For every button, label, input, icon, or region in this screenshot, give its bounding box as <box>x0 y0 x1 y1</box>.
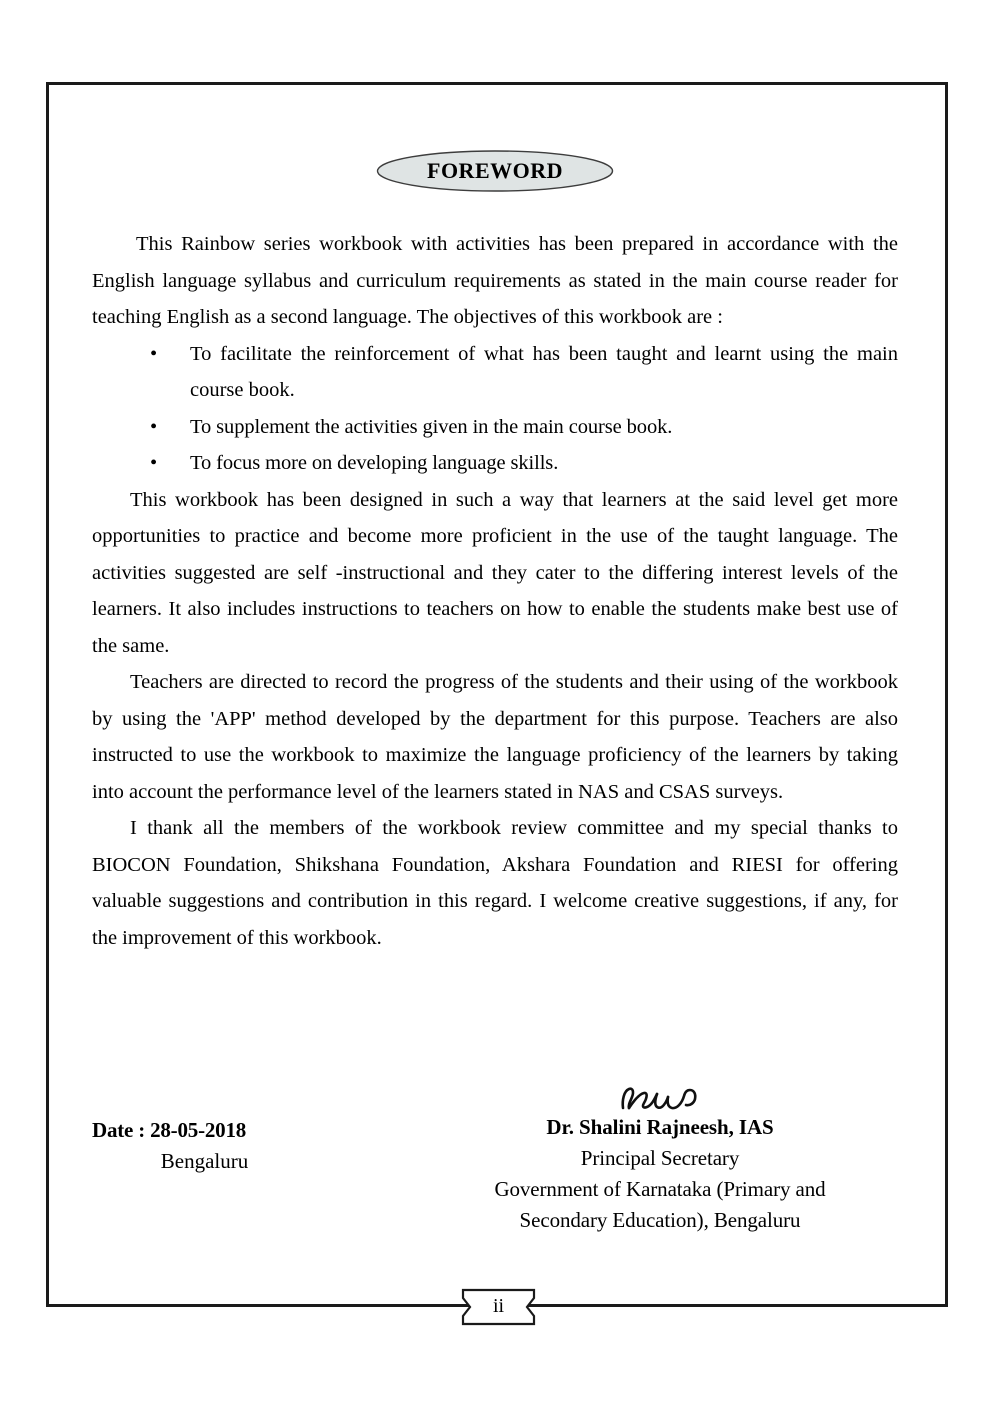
bullet-icon: • <box>150 415 158 438</box>
paragraph-design: This workbook has been designed in such a way that learners at the said level get more opportunities to practice and become more proficient in the use of the taught language. The activities suggested are self -instructional and they cater to the differing interest levels of the learners. It also includes instructions to teachers on how to enable the students make best use of the same. <box>92 488 898 657</box>
document-content <box>92 150 898 956</box>
list-item <box>92 445 898 482</box>
handwritten-signature-icon <box>422 1082 898 1112</box>
city-label: Bengaluru <box>160 1149 249 1173</box>
officer-designation: Principal Secretary <box>580 1146 740 1170</box>
officer-department-line-1: Government of Karnataka (Primary and <box>494 1177 826 1201</box>
page-title-container <box>92 150 898 192</box>
list-item-label: To focus more on developing language skills. <box>190 452 559 474</box>
bullet-icon: • <box>150 452 158 474</box>
title-ellipse-badge <box>376 150 614 192</box>
officer-name: Dr. Shalini Rajneesh, IAS <box>546 1115 774 1139</box>
paragraph-acknowledgements: I thank all the members of the workbook review committee and my special thanks to BIOCON Foundation, Shikshana Foundation, Akshara Foundation and RIESI for offering valuable suggestions and contribution in this regard. I welcome creative suggestions, if any, for the improvement of this workbook. <box>92 817 898 949</box>
list-item-label: To facilitate the reinforcement of what has been taught and learnt using the main course book. <box>190 342 898 401</box>
page-number-banner <box>461 1288 536 1326</box>
signature-stroke-icon <box>617 1082 703 1112</box>
paragraph-teachers: Teachers are directed to record the progress of the students and their using of the workbook by using the 'APP' method developed by the department for this purpose. Teachers are also instructed to use the workbook to maximize the language proficiency of the learners by taking into account the performance level of the learners stated in NAS and CSAS surveys. <box>92 671 898 803</box>
list-item-label: To supplement the activities given in the main course book. <box>190 415 673 438</box>
page-title: FOREWORD <box>427 157 563 183</box>
list-item <box>92 336 898 409</box>
signature-left-column <box>92 1082 422 1177</box>
objectives-list <box>92 336 898 482</box>
officer-department-line-2: Secondary Education), Bengaluru <box>519 1208 801 1232</box>
paragraph-intro: This Rainbow series workbook with activities has been prepared in accordance with the English language syllabus and curriculum requirements as stated in the main course reader for teaching English as a second language. The objectives of this workbook are : <box>92 233 898 328</box>
page-number: ii <box>492 1295 505 1317</box>
signature-right-column <box>422 1082 898 1236</box>
list-item <box>92 409 898 446</box>
date-label: Date : 28-05-2018 <box>92 1118 247 1142</box>
bullet-icon: • <box>150 342 158 365</box>
signature-block <box>92 1082 898 1236</box>
